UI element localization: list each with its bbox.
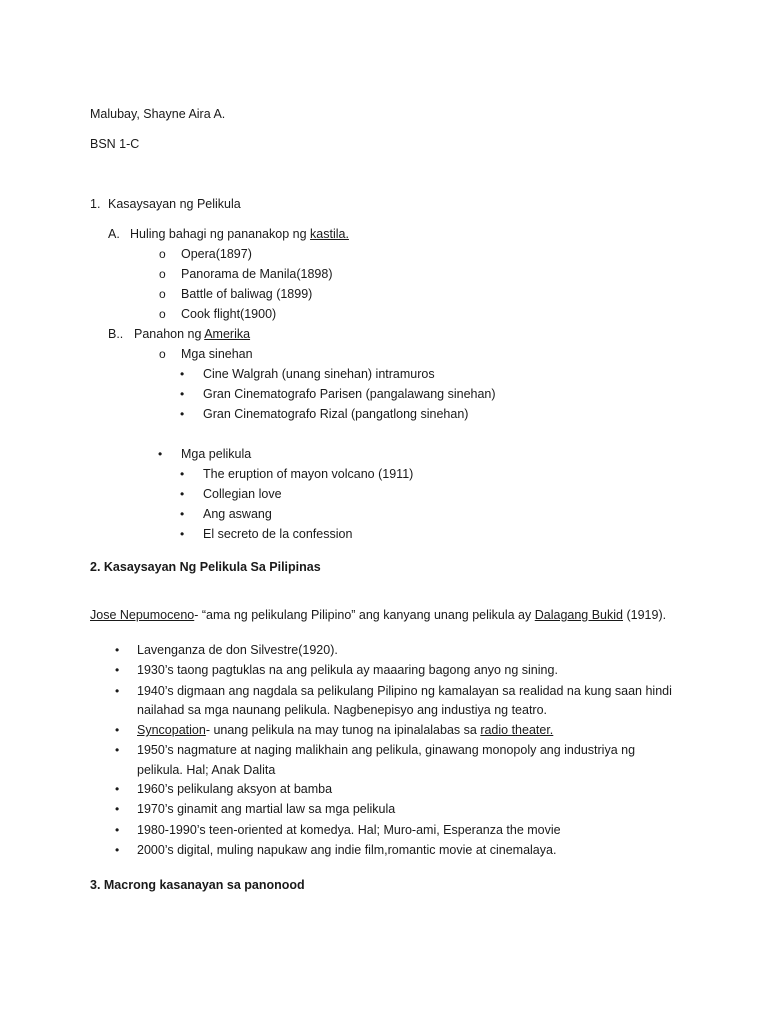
- list-item: El secreto de la confession: [203, 527, 353, 541]
- item-a-text-plain: Huling bahagi ng pananakop ng: [130, 227, 311, 241]
- item-a-text: [130, 226, 349, 242]
- bullet-icon: •: [180, 407, 185, 421]
- bullet-icon: •: [180, 487, 185, 501]
- item-b-text-underlined: Amerika: [204, 327, 251, 341]
- list-item-continued: pelikula. Hal; Anak Dalita: [137, 763, 276, 777]
- item-b-text-plain: Panahon ng: [134, 327, 205, 341]
- student-name: Malubay, Shayne Aira A.: [90, 107, 226, 121]
- item-b-text: [134, 326, 250, 342]
- list-item: Ang aswang: [203, 507, 272, 521]
- list-item: 1960’s pelikulang aksyon at bamba: [137, 782, 333, 796]
- bullet-icon: •: [180, 467, 185, 481]
- intro-name: Jose Nepumoceno: [90, 608, 195, 622]
- list-item: Lavenganza de don Silvestre(1920).: [137, 643, 338, 657]
- section1-heading: Kasaysayan ng Pelikula: [108, 197, 241, 211]
- list-item: Opera(1897): [181, 247, 252, 261]
- list-item: Gran Cinematografo Parisen (pangalawang sinehan): [203, 387, 496, 401]
- circle-bullet-icon: o: [159, 267, 166, 281]
- circle-bullet-icon: o: [159, 247, 166, 261]
- student-section: BSN 1-C: [90, 137, 140, 151]
- intro-end: (1919).: [623, 608, 667, 622]
- list-item: Panorama de Manila(1898): [181, 267, 333, 281]
- list-item: 2000’s digital, muling napukaw ang indie film,romantic movie at cinemalaya.: [137, 843, 557, 857]
- list-item: 1980-1990’s teen-oriented at komedya. Hal; Muro-ami, Esperanza the movie: [137, 823, 561, 837]
- bullet-icon: •: [158, 447, 163, 461]
- section1-number: 1.: [90, 197, 101, 211]
- bullet-icon: •: [115, 843, 120, 857]
- bullet-icon: •: [180, 527, 185, 541]
- section2-intro: [90, 607, 666, 623]
- list-item: Gran Cinematografo Rizal (pangatlong sinehan): [203, 407, 469, 421]
- item-a-marker: A.: [108, 227, 120, 241]
- list-item: [137, 722, 553, 738]
- list-item: Cine Walgrah (unang sinehan) intramuros: [203, 367, 435, 381]
- item-b-marker: B..: [108, 327, 124, 341]
- list-item-continued: nailahad sa mga naunang pelikula. Nagbenepisyo ang industiya ng teatro.: [137, 703, 548, 717]
- list-item: 1930’s taong pagtuklas na ang pelikula ay maaaring bagong anyo ng sining.: [137, 663, 558, 677]
- bullet-icon: •: [115, 802, 120, 816]
- bullet-icon: •: [115, 663, 120, 677]
- list-item: Battle of baliwag (1899): [181, 287, 313, 301]
- syncopation-text: - unang pelikula na may tunog na ipinalalabas sa: [205, 723, 481, 737]
- list-item: 1970’s ginamit ang martial law sa mga pelikula: [137, 802, 396, 816]
- item-a-text-underlined: kastila.: [310, 227, 349, 241]
- bullet-icon: •: [180, 367, 185, 381]
- pelikula-label: Mga pelikula: [181, 447, 252, 461]
- syncopation-term: Syncopation: [137, 723, 206, 737]
- circle-bullet-icon: o: [159, 287, 166, 301]
- list-item: The eruption of mayon volcano (1911): [203, 467, 414, 481]
- circle-bullet-icon: o: [159, 307, 166, 321]
- bullet-icon: •: [115, 684, 120, 698]
- list-item: 1950’s nagmature at naging malikhain ang pelikula, ginawang monopoly ang industriya ng: [137, 743, 636, 757]
- bullet-icon: •: [115, 743, 120, 757]
- section2-heading: 2. Kasaysayan Ng Pelikula Sa Pilipinas: [90, 560, 321, 574]
- bullet-icon: •: [180, 387, 185, 401]
- list-item: 1940’s digmaan ang nagdala sa pelikulang Pilipino ng kamalayan sa realidad na kung saan hindi: [137, 684, 672, 698]
- bullet-icon: •: [115, 782, 120, 796]
- radio-theater-term: radio theater.: [480, 723, 554, 737]
- section3-heading: 3. Macrong kasanayan sa panonood: [90, 878, 305, 892]
- list-item: Collegian love: [203, 487, 282, 501]
- intro-text: - “ama ng pelikulang Pilipino” ang kanyang unang pelikula ay: [194, 608, 535, 622]
- bullet-icon: •: [115, 723, 120, 737]
- intro-film: Dalagang Bukid: [534, 608, 623, 622]
- bullet-icon: •: [115, 643, 120, 657]
- list-item: Cook flight(1900): [181, 307, 277, 321]
- bullet-icon: •: [180, 507, 185, 521]
- sinehan-label: Mga sinehan: [181, 347, 253, 361]
- circle-bullet-icon: o: [159, 347, 166, 361]
- bullet-icon: •: [115, 823, 120, 837]
